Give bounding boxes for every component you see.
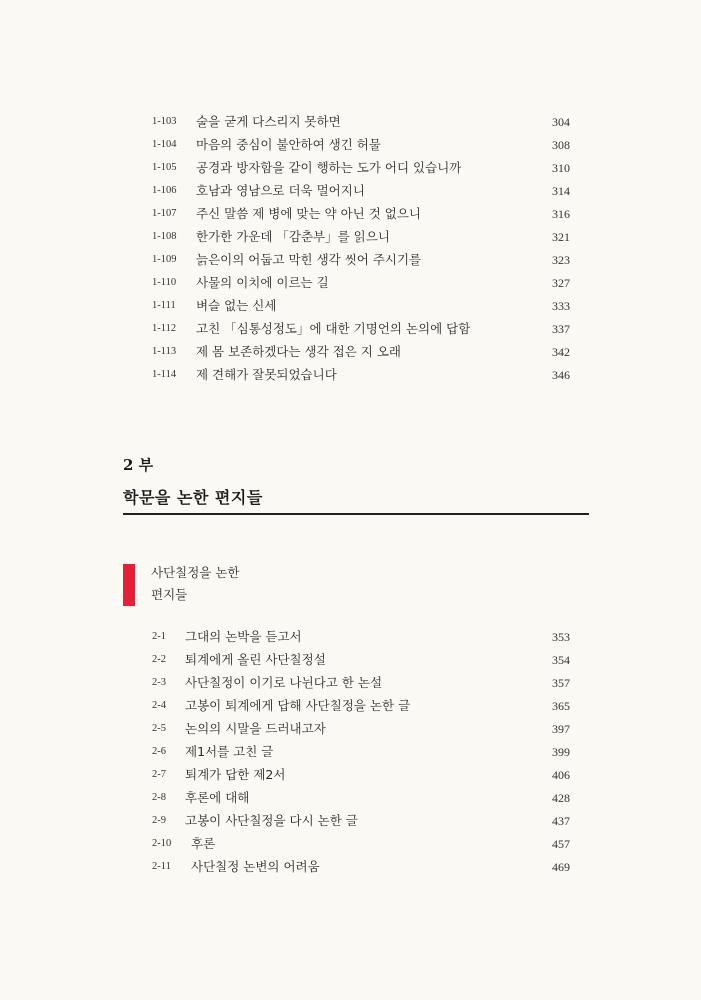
toc-entry <box>0 718 701 740</box>
entry-title: 고봉이 사단칠정을 다시 논한 글 <box>185 813 358 828</box>
entry-page: 323 <box>552 253 570 267</box>
entry-page: 327 <box>552 276 570 290</box>
part-title: 학문을 논한 편지들 <box>123 488 263 507</box>
entry-number: 1-114 <box>152 369 177 380</box>
entry-number: 1-113 <box>152 346 177 357</box>
entry-page: 321 <box>552 230 570 244</box>
toc-entry <box>0 295 701 317</box>
toc-entry <box>0 810 701 832</box>
entry-page: 337 <box>552 322 570 336</box>
section-heading-line2: 편지들 <box>151 587 188 602</box>
entry-title: 고봉이 퇴계에게 답해 사단칠정을 논한 글 <box>185 698 411 713</box>
entry-number: 1-108 <box>152 231 177 242</box>
entry-title: 그대의 논박을 듣고서 <box>185 629 302 644</box>
entry-title: 퇴계가 답한 제2서 <box>185 767 286 782</box>
entry-number: 2-4 <box>152 700 166 711</box>
entry-page: 437 <box>552 814 570 828</box>
toc-entry <box>0 111 701 133</box>
toc-entry <box>0 364 701 386</box>
toc-entry <box>0 787 701 809</box>
entry-number: 1-109 <box>152 254 177 265</box>
toc-entry <box>0 764 701 786</box>
toc-entry <box>0 157 701 179</box>
toc-entry <box>0 626 701 648</box>
entry-page: 316 <box>552 207 570 221</box>
entry-number: 2-11 <box>152 861 171 872</box>
entry-number: 2-7 <box>152 769 166 780</box>
entry-title: 호남과 영남으로 더욱 멀어지니 <box>196 183 365 198</box>
entry-page: 333 <box>552 299 570 313</box>
entry-number: 1-112 <box>152 323 177 334</box>
entry-title: 후론 <box>191 836 216 851</box>
toc-entry <box>0 741 701 763</box>
entry-page: 399 <box>552 745 570 759</box>
entry-title: 제 몸 보존하겠다는 생각 접은 지 오래 <box>196 344 401 359</box>
entry-page: 457 <box>552 837 570 851</box>
entry-number: 2-3 <box>152 677 166 688</box>
entry-page: 469 <box>552 860 570 874</box>
toc-entry <box>0 672 701 694</box>
toc-entry <box>0 134 701 156</box>
entry-title: 사단칠정 논변의 어려움 <box>191 859 320 874</box>
entry-page: 365 <box>552 699 570 713</box>
entry-title: 제 견해가 잘못되었습니다 <box>196 367 337 382</box>
toc-entry <box>0 203 701 225</box>
entry-title: 제1서를 고친 글 <box>185 744 274 759</box>
entry-page: 310 <box>552 161 570 175</box>
toc-entry <box>0 180 701 202</box>
entry-number: 1-103 <box>152 116 177 127</box>
entry-title: 사물의 이치에 이르는 길 <box>196 275 329 290</box>
entry-title: 논의의 시말을 드러내고자 <box>185 721 326 736</box>
entry-number: 2-1 <box>152 631 166 642</box>
entry-page: 314 <box>552 184 570 198</box>
entry-page: 308 <box>552 138 570 152</box>
entry-number: 2-6 <box>152 746 166 757</box>
entry-number: 2-9 <box>152 815 166 826</box>
toc-entry <box>0 249 701 271</box>
entry-title: 늙은이의 어둡고 막힌 생각 씻어 주시기를 <box>196 252 422 267</box>
entry-title: 마음의 중심이 불안하여 생긴 허물 <box>196 137 381 152</box>
toc-entry <box>0 318 701 340</box>
entry-number: 1-110 <box>152 277 177 288</box>
entry-title: 술을 굳게 다스리지 못하면 <box>196 114 341 129</box>
section-marker-bar <box>123 564 135 606</box>
entry-title: 벼슬 없는 신세 <box>196 298 277 313</box>
part-divider <box>123 513 589 515</box>
entry-page: 357 <box>552 676 570 690</box>
section-heading <box>151 562 240 606</box>
entry-number: 1-106 <box>152 185 177 196</box>
entry-title: 고친 「심통성정도」에 대한 기명언의 논의에 답함 <box>196 321 471 336</box>
entry-number: 2-10 <box>152 838 172 849</box>
entry-title: 사단칠정이 이기로 나뉜다고 한 논설 <box>185 675 383 690</box>
entry-number: 1-111 <box>152 300 176 311</box>
section-heading-line1: 사단칠정을 논한 <box>151 565 240 580</box>
entry-title: 퇴계에게 올린 사단칠정설 <box>185 652 326 667</box>
part-number: 2 부 <box>123 456 154 474</box>
toc-entry <box>0 856 701 878</box>
entry-number: 1-105 <box>152 162 177 173</box>
entry-number: 2-2 <box>152 654 166 665</box>
entry-page: 346 <box>552 368 570 382</box>
entry-page: 353 <box>552 630 570 644</box>
entry-title: 한가한 가운데 「감춘부」를 읽으니 <box>196 229 390 244</box>
entry-title: 주신 말씀 제 병에 맞는 약 아닌 것 없으니 <box>196 206 421 221</box>
entry-title: 공경과 방자함을 같이 행하는 도가 어디 있습니까 <box>196 160 462 175</box>
toc-entry <box>0 695 701 717</box>
entry-page: 428 <box>552 791 570 805</box>
entry-page: 354 <box>552 653 570 667</box>
toc-entry <box>0 341 701 363</box>
entry-page: 304 <box>552 115 570 129</box>
toc-entry <box>0 833 701 855</box>
toc-entry <box>0 649 701 671</box>
entry-number: 2-5 <box>152 723 166 734</box>
entry-page: 342 <box>552 345 570 359</box>
entry-number: 2-8 <box>152 792 166 803</box>
entry-number: 1-104 <box>152 139 177 150</box>
entry-number: 1-107 <box>152 208 177 219</box>
entry-page: 397 <box>552 722 570 736</box>
entry-title: 후론에 대해 <box>185 790 250 805</box>
entry-page: 406 <box>552 768 570 782</box>
toc-entry <box>0 226 701 248</box>
toc-entry <box>0 272 701 294</box>
